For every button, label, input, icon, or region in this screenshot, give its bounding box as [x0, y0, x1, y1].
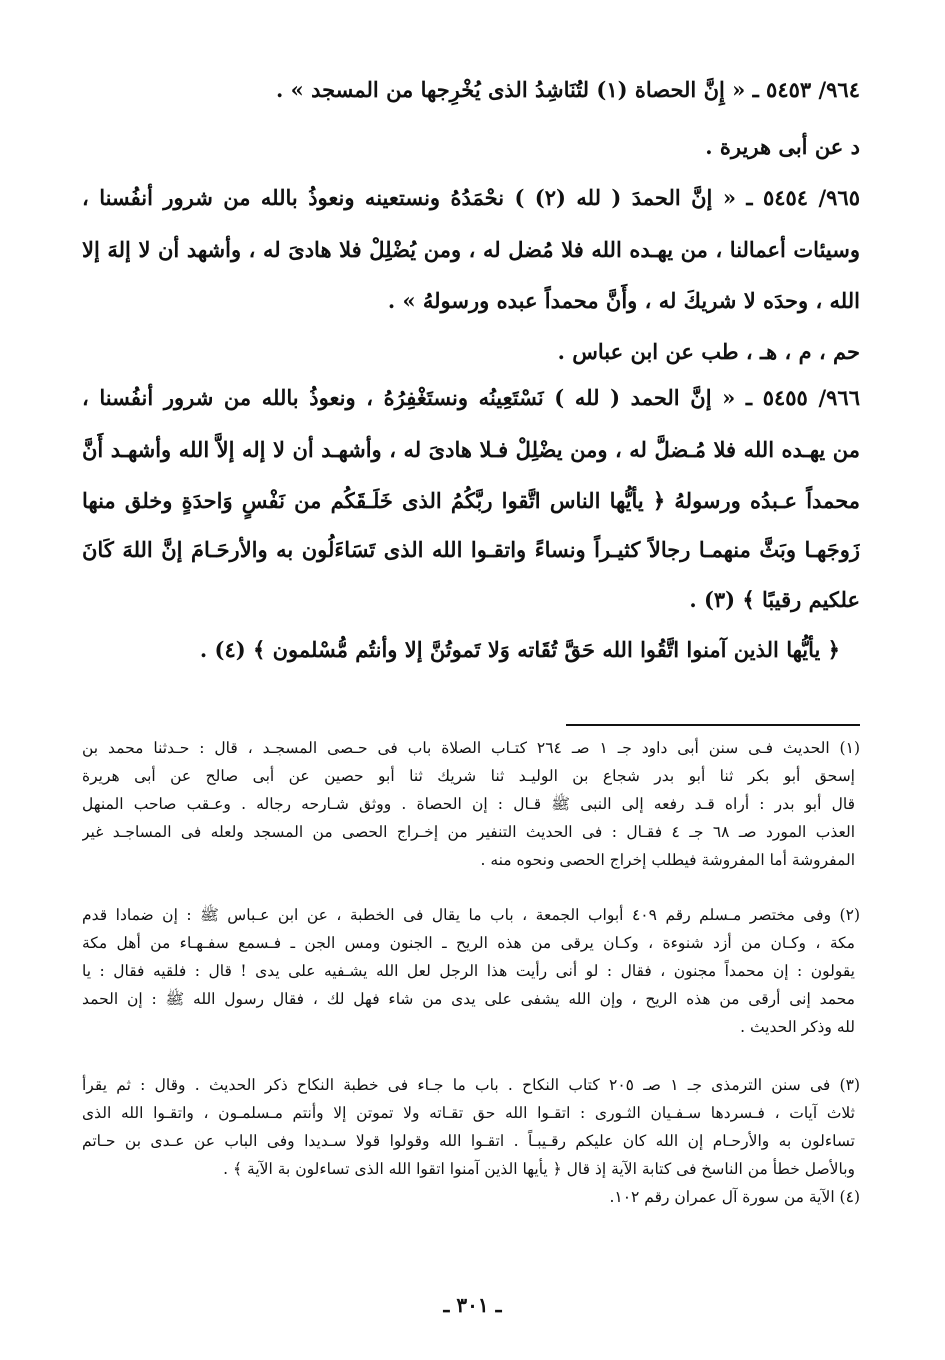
hadith-965-line-3: الله ، وحدَه لا شريكَ له ، وأَنَّ محمداً عبده ورسولهُ » . — [387, 288, 860, 313]
hadith-966-line-4: زَوجَهـا وبَثَّ منهمـا رجالاً كثيـراً ونساءً واتقـوا الله الذى تَسَاءَلُون به والأرحَـامَ إنَّ اللهَ كَانَ — [82, 537, 860, 562]
hadith-966-line-3: محمداً عـبدُه ورسولهُ ﴿ يأيُّها الناس اتَّقوا ربَّكُمُ الذى خَلَـقَكُم من نَفْسٍ وَاحدَةٍ وخلق منها — [82, 488, 860, 513]
footnote-2-line-2: مكة ، وكـان من أزد شنوءة ، وكـان يرقى من هذه الريح ـ الجنون ومس الجن ـ فـسمع سفـهـاء من أهل مكة — [82, 934, 855, 952]
footnote-1-line-4: العذب المورد صـ ٦٨ جـ ٤ فقـال : فى الحديث التنفير من إخـراج الحصى من المسجد ولعله فى المساجـد غير — [82, 823, 855, 841]
footnote-2-line-4: محمد إنى أرقى من هذه الريح ، وإن الله يشفى على يدى من شاء فهل لك ، فقال رسول الله ﷺ : إن الحمد — [82, 990, 855, 1008]
footnote-3-line-2: ثلاث آيات ، فـسردها سـفـيان الثـورى : اتقـوا الله حق تقـاته ولا تموتن إلا وأنتم مـسلمـون ، واتقـوا الله الذى — [82, 1104, 855, 1122]
footnote-1-line-2: إسحق أبو بكر ثنا أبو بدر شجاع بن الوليـد ثنا شريك ثنا أبو حصين عن أبى صالح عن أبى هريرة — [82, 767, 855, 785]
hadith-965-source: حم ، م ، هـ ، طب عن ابن عباس . — [557, 339, 860, 364]
hadith-966-line-5: علكيم رقيبًا ﴾ (٣) . — [689, 587, 860, 612]
footnote-3-line-3: تساءلون به والأرحـام إن الله كان عليكم رقـيبـاً . اتقـوا الله وقولوا قولا سـديدا وفى الباب عن عـدى بن حـاتم — [82, 1132, 855, 1150]
footnote-3-line-1: (٣) فى سنن الترمذى جـ ١ صـ ٢٠٥ كتاب النكاح . باب ما جـاء فى خطبة النكاح ذكر الحديث . وقال : ثم يقرأ — [82, 1076, 860, 1094]
footnote-1-line-1: (١) الحديث فـى سنن أبى داود جـ ١ صـ ٢٦٤ كتـاب الصلاة باب فى حـصى المسجـد ، قال : حـدثنا محمد بن — [82, 739, 860, 757]
hadith-965-line-1: ٩٦٥/ ٥٤٥٤ ـ « إنَّ الحمدَ ( لله (٢) ) نحْمَدُهُ ونستعينه ونعوذُ بالله من شرور أنفُسنا ، — [82, 185, 860, 210]
hadith-964-line-1: ٩٦٤/ ٥٤٥٣ ـ « إِنَّ الحصاة (١) لتُنَاشِدُ الذى يُخْرِجها من المسجد » . — [276, 77, 860, 102]
hadith-966-line-1: ٩٦٦/ ٥٤٥٥ ـ « إنَّ الحمد ( لله ) نَسْتَعِينُه ونستَغْفِرُهُ ، ونعوذُ بالله من شرور أنفُسنا ، — [82, 385, 860, 410]
hadith-964-source: د عن أبى هريرة . — [705, 134, 860, 159]
footnote-3-line-4: وبالأصل خطأ من الناسخ فى كتابة الآية إذ قال ﴿ يأيها الذين آمنوا اتقوا الله الذى تساءلون بة الآية ﴾ . — [223, 1160, 855, 1178]
footnote-2-line-5: لله وذكر الحديث . — [740, 1018, 855, 1036]
hadith-966-line-2: من يهـده الله فلا مُـضلَّ له ، ومن يضْلِلْ فـلا هادىَ له ، وأشهـد أن لا إله إلاَّ الله وأشهـد أَنَّ — [82, 437, 860, 462]
footnote-separator — [566, 724, 860, 726]
footnote-4-line-1: (٤) الآية من سورة آل عمران رقم ١٠٢. — [609, 1188, 860, 1206]
hadith-965-line-2: وسيئات أعمالنا ، من يهـده الله فلا مُضل له ، ومن يُضْلِلْ فلا هادىَ له ، وأشهد أن لا إلهَ إلا — [82, 237, 860, 262]
hadith-966-verse-line: ﴿ يأيُّها الذين آمنوا اتَّقُوا الله حَقَّ تُقَاته وَلا تَموتُنَّ إلا وأنتُم مُّسْلمون ﴾ (٤) . — [199, 637, 840, 662]
footnote-2-line-3: يقولون : إن محمداً مجنون ، فقال : لو أنى رأيت هذا الرجل لعل الله يشـفيه على يدى ! قال : فلقيه فقال : يا — [82, 962, 855, 980]
footnote-1-line-5: المفروشة أما المفروشة فيطلب إخراج الحصى ونحوه منه . — [480, 851, 855, 869]
page-number: ـ ٣٠١ ـ — [443, 1293, 502, 1317]
footnote-1-line-3: قال أبو بدر : أراه قـد رفعه إلى النبى ﷺ قـال : إن الحصاة . ووثق شـارحه رجاله . وعـقب صاحب المنهل — [82, 795, 855, 813]
footnote-2-line-1: (٢) وفى مختصر مـسلم رقم ٤٠٩ أبواب الجمعة ، باب ما يقال فى الخطبة ، عن ابن عـباس ﷺ : إن ضمادا قدم — [82, 906, 860, 924]
